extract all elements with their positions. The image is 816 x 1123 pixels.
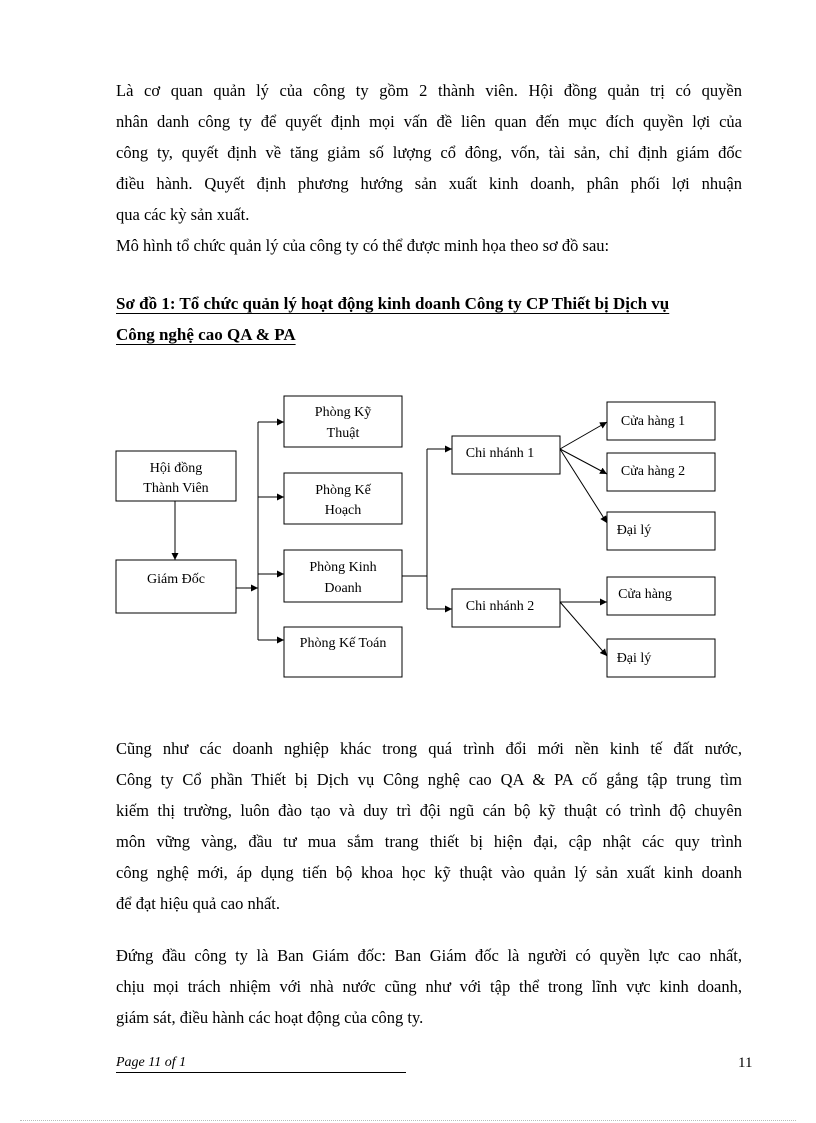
heading-line-1: Sơ đồ 1: Tổ chức quản lý hoạt động kinh doanh Công ty CP Thiết bị Dịch vụ bbox=[116, 294, 670, 313]
footer-page-number: 11 bbox=[738, 1055, 753, 1071]
text-line: giám sát, điều hành các hoạt động của công ty. bbox=[116, 1008, 424, 1027]
text-line: Là cơ quan quản lý của công ty gồm 2 thành viên. Hội đồng quản trị có quyền bbox=[116, 81, 742, 100]
org-chart-diagram bbox=[0, 380, 816, 700]
label-cua-hang-3: Cửa hàng bbox=[618, 587, 672, 602]
text-line: Đứng đầu công ty là Ban Giám đốc: Ban Giám đốc là người có quyền lực cao nhất, bbox=[116, 946, 742, 965]
body-paragraph-2 bbox=[116, 733, 742, 919]
body-paragraph-3 bbox=[116, 940, 742, 1033]
text-line: điều hành. Quyết định phương hướng sản xuất kinh doanh, phân phối lợi nhuận bbox=[116, 174, 742, 193]
label-chi-nhanh-2: Chi nhánh 2 bbox=[465, 599, 535, 614]
label-cua-hang-1: Cửa hàng 1 bbox=[620, 414, 686, 429]
connector-cn1-daily bbox=[560, 449, 607, 523]
label-dai-ly-1: Đại lý bbox=[616, 523, 652, 538]
intro-paragraph bbox=[116, 75, 742, 261]
text-line: Cũng như các doanh nghiệp khác trong quá trình đổi mới nền kinh tế đất nước, bbox=[116, 739, 742, 758]
text-line: nhân danh công ty để quyết định mọi vấn đề liên quan đến mục đích quyền lợi của bbox=[116, 112, 742, 131]
connector-cn2-daily bbox=[560, 602, 607, 656]
page-bottom-divider bbox=[20, 1120, 796, 1121]
connector-cn1-cuahang2 bbox=[560, 449, 607, 474]
diagram-heading bbox=[116, 288, 746, 350]
connector-cn1-cuahang1 bbox=[560, 422, 607, 449]
text-line: công ty, quyết định về tăng giảm số lượng cổ đông, vốn, tài sản, chỉ định giám đốc bbox=[116, 143, 742, 162]
text-line: chịu mọi trách nhiệm với nhà nước cũng như với tập thể trong lĩnh vực kinh doanh, bbox=[116, 977, 742, 996]
label-hoi-dong-line2: Thành Viên bbox=[143, 481, 209, 496]
label-cua-hang-2: Cửa hàng 2 bbox=[620, 464, 686, 479]
text-line: qua các kỳ sản xuất. bbox=[116, 205, 250, 224]
text-line: môn vững vàng, đầu tư mua sắm trang thiết bị hiện đại, cập nhật các quy trình bbox=[116, 832, 742, 851]
label-ke-hoach-line2: Hoạch bbox=[324, 503, 362, 518]
label-ke-hoach-line1: Phòng Kế bbox=[315, 483, 371, 498]
footer-page-label: Page 11 of 1 bbox=[116, 1054, 406, 1073]
text-line: kiếm thị trường, luôn đào tạo và duy trì đội ngũ cán bộ kỹ thuật có trình độ chuyên bbox=[116, 801, 742, 820]
label-dai-ly-2: Đại lý bbox=[616, 651, 652, 666]
text-line: để đạt hiệu quả cao nhất. bbox=[116, 894, 281, 913]
label-kinh-doanh-line2: Doanh bbox=[324, 581, 362, 596]
text-line: công nghệ mới, áp dụng tiến bộ khoa học kỹ thuật vào quản lý sản xuất kinh doanh bbox=[116, 863, 742, 882]
label-chi-nhanh-1: Chi nhánh 1 bbox=[465, 446, 535, 461]
text-line: Mô hình tổ chức quản lý của công ty có thể được minh họa theo sơ đồ sau: bbox=[116, 236, 610, 255]
heading-line-2: Công nghệ cao QA & PA bbox=[116, 325, 296, 344]
label-ky-thuat-line2: Thuật bbox=[326, 426, 360, 441]
label-kinh-doanh-line1: Phòng Kinh bbox=[309, 560, 377, 575]
label-hoi-dong-line1: Hội đồng bbox=[149, 461, 203, 476]
label-ky-thuat-line1: Phòng Kỹ bbox=[314, 405, 372, 420]
text-line: Công ty Cổ phần Thiết bị Dịch vụ Công nghệ cao QA & PA cố gắng tập trung tìm bbox=[116, 770, 742, 789]
box-phong-ke-toan bbox=[284, 627, 402, 677]
label-ke-toan: Phòng Kế Toán bbox=[299, 636, 387, 651]
label-giam-doc: Giám Đốc bbox=[147, 572, 205, 587]
